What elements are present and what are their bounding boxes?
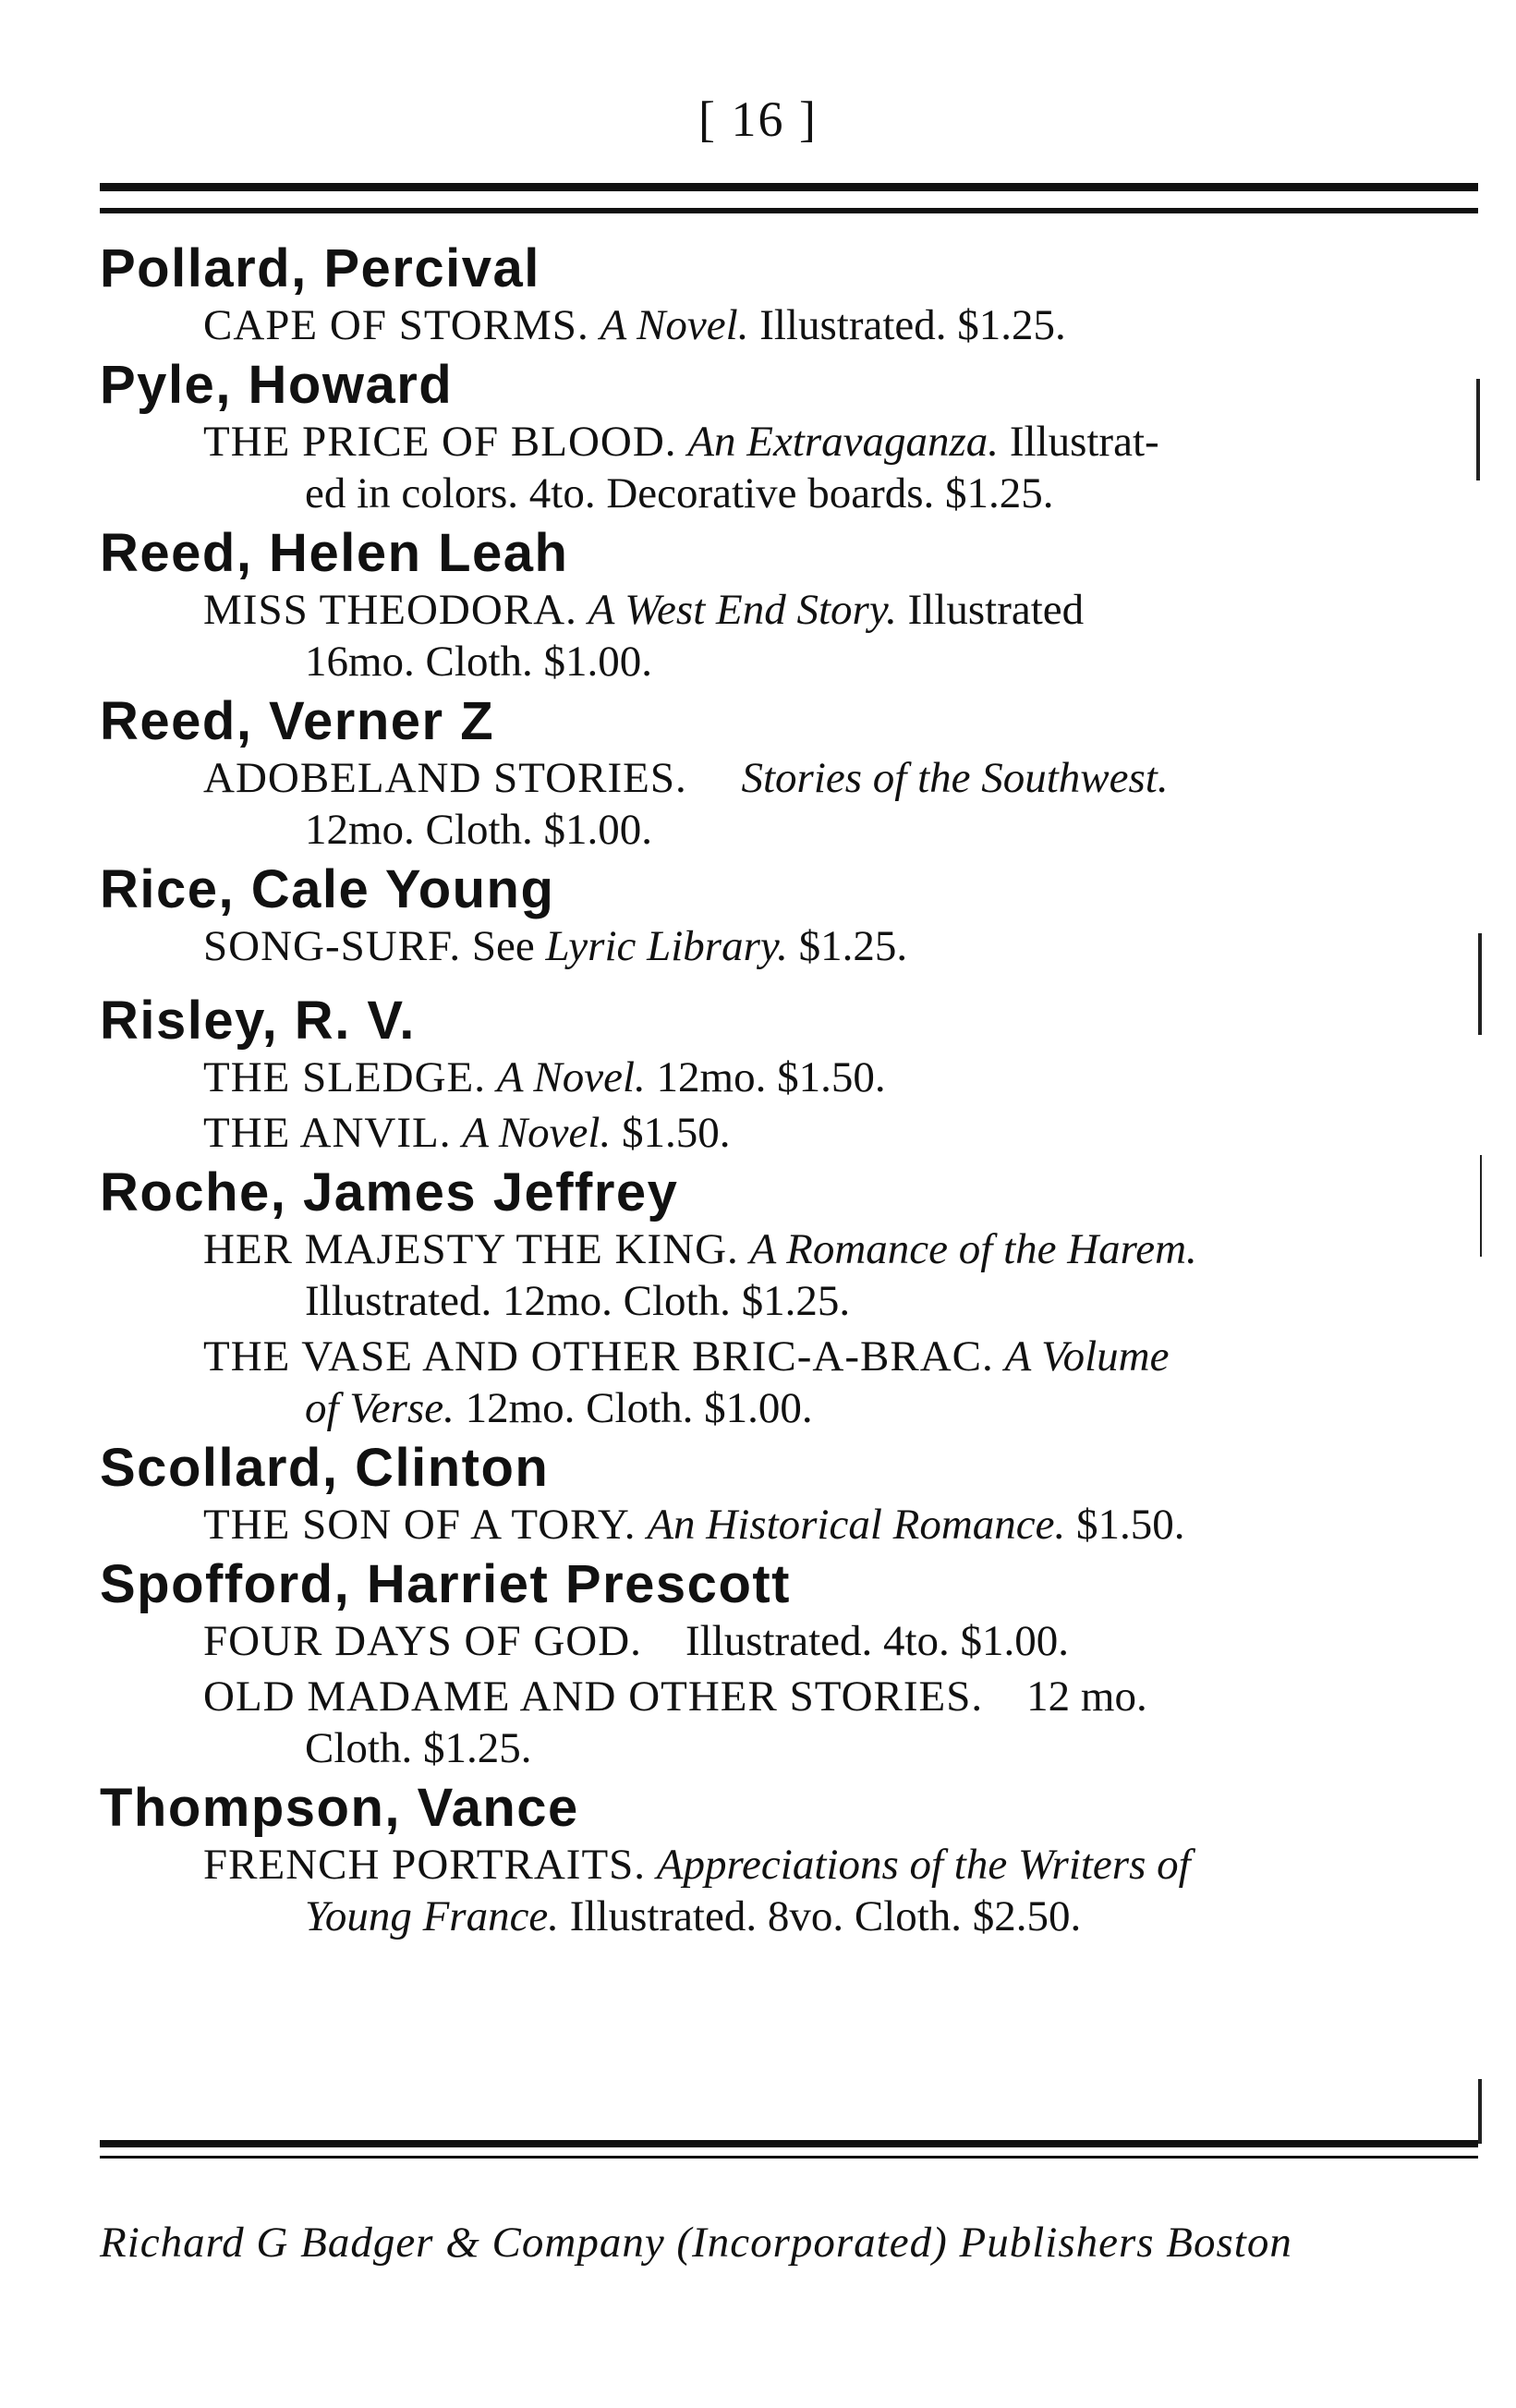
catalog-entry	[100, 355, 1495, 519]
book-details-continued: ed in colors. 4to. Decorative boards. $1.25.	[305, 469, 1054, 517]
book-listing	[100, 416, 1495, 519]
author-name: Roche, James Jeffrey	[100, 1162, 679, 1222]
book-subtitle: A Romance of the Harem.	[749, 1225, 1197, 1273]
book-title: ADOBELAND STORIES.	[203, 754, 687, 802]
author-name: Reed, Verner Z	[100, 691, 495, 751]
book-subtitle: A Novel.	[462, 1109, 612, 1157]
catalog-entry	[100, 1778, 1495, 1942]
book-subtitle-continued: of Verse.	[305, 1384, 455, 1432]
footer-rule-thick	[100, 2140, 1478, 2147]
catalog-entry	[100, 991, 1495, 1159]
book-subtitle: A Novel.	[600, 301, 749, 349]
book-title: CAPE OF STORMS.	[203, 301, 589, 349]
book-details: Illustrated. 8vo. Cloth. $2.50.	[569, 1892, 1082, 1940]
book-title: FRENCH PORTRAITS.	[203, 1841, 647, 1889]
book-listing	[100, 299, 1495, 351]
scan-margin-mark	[1478, 2079, 1482, 2144]
catalog-entry	[100, 523, 1495, 687]
book-listing	[100, 1223, 1495, 1327]
scan-margin-mark	[1478, 933, 1482, 1035]
book-title: MISS THEODORA.	[203, 586, 577, 634]
book-details: $1.50.	[621, 1109, 731, 1157]
book-details: Illustrated. 4to. $1.00.	[685, 1617, 1070, 1665]
author-name: Thompson, Vance	[100, 1778, 579, 1838]
book-subtitle-continued: Young France.	[305, 1892, 560, 1940]
book-details: Illustrated. $1.25.	[759, 301, 1066, 349]
header-rule-thick	[100, 183, 1478, 191]
book-details: Illustrated	[907, 586, 1085, 634]
book-details: 12mo. Cloth. $1.00.	[465, 1384, 813, 1432]
author-name: Rice, Cale Young	[100, 859, 555, 919]
book-details: $1.50.	[1076, 1501, 1185, 1549]
book-title: THE PRICE OF BLOOD.	[203, 418, 677, 466]
publisher-footer: Richard G Badger & Company (Incorporated) Publishers Boston	[100, 2219, 1292, 2267]
header-rule-thin	[100, 208, 1478, 213]
scan-margin-mark	[1480, 1155, 1482, 1257]
book-listing	[100, 920, 1495, 972]
book-details-continued: 12mo. Cloth. $1.00.	[305, 806, 653, 854]
book-title: SONG-SURF.	[203, 922, 462, 970]
book-details: Illustrat-	[1009, 418, 1159, 466]
catalog-entry	[100, 1162, 1495, 1434]
book-subtitle: An Extravaganza.	[687, 418, 1000, 466]
book-listing	[100, 1671, 1495, 1774]
book-listing	[100, 1107, 1495, 1159]
page-number: [ 16 ]	[698, 91, 818, 147]
author-name: Reed, Helen Leah	[100, 523, 569, 583]
book-subtitle: A Volume	[1004, 1332, 1170, 1380]
book-subtitle: A Novel.	[496, 1053, 646, 1101]
book-title: THE SON OF A TORY.	[203, 1501, 637, 1549]
book-title: FOUR DAYS OF GOD.	[203, 1617, 642, 1665]
book-details: See	[471, 922, 535, 970]
book-details-continued: 16mo. Cloth. $1.00.	[305, 638, 653, 686]
book-series: Lyric Library.	[545, 922, 788, 970]
catalog-entry	[100, 691, 1495, 856]
book-listing	[100, 1615, 1495, 1667]
scan-margin-mark	[1476, 379, 1480, 480]
book-subtitle: Appreciations of the Writers of	[656, 1841, 1191, 1889]
book-details-continued: Cloth. $1.25.	[305, 1724, 532, 1772]
book-title: HER MAJESTY THE KING.	[203, 1225, 739, 1273]
author-name: Risley, R. V.	[100, 991, 416, 1051]
book-title: OLD MADAME AND OTHER STORIES.	[203, 1672, 984, 1721]
catalog-entry	[100, 859, 1495, 972]
footer-rule-thin	[100, 2156, 1478, 2159]
book-price: $1.25.	[798, 922, 908, 970]
catalog-entries	[100, 238, 1495, 1946]
book-title: THE ANVIL.	[203, 1109, 452, 1157]
book-listing	[100, 1499, 1495, 1551]
book-title: THE VASE AND OTHER BRIC-A-BRAC.	[203, 1332, 994, 1380]
author-name: Scollard, Clinton	[100, 1438, 550, 1498]
catalog-entry	[100, 1554, 1495, 1774]
book-details-continued	[203, 1891, 1495, 1942]
book-listing	[100, 1331, 1495, 1434]
catalog-entry	[100, 238, 1495, 351]
book-details-continued	[203, 1382, 1495, 1434]
book-listing	[100, 1052, 1495, 1103]
book-subtitle: Stories of the Southwest.	[741, 754, 1169, 802]
book-title: THE SLEDGE.	[203, 1053, 487, 1101]
author-name: Pyle, Howard	[100, 355, 454, 415]
book-listing	[100, 752, 1495, 856]
book-listing	[100, 1839, 1495, 1942]
book-subtitle: A West End Story.	[588, 586, 897, 634]
catalog-entry	[100, 1438, 1495, 1551]
book-details: 12mo. $1.50.	[656, 1053, 886, 1101]
author-name: Pollard, Percival	[100, 238, 540, 298]
book-details-continued: Illustrated. 12mo. Cloth. $1.25.	[305, 1277, 851, 1325]
book-subtitle: An Historical Romance.	[647, 1501, 1066, 1549]
author-name: Spofford, Harriet Prescott	[100, 1554, 791, 1614]
book-listing	[100, 584, 1495, 687]
book-details: 12 mo.	[1026, 1672, 1147, 1721]
